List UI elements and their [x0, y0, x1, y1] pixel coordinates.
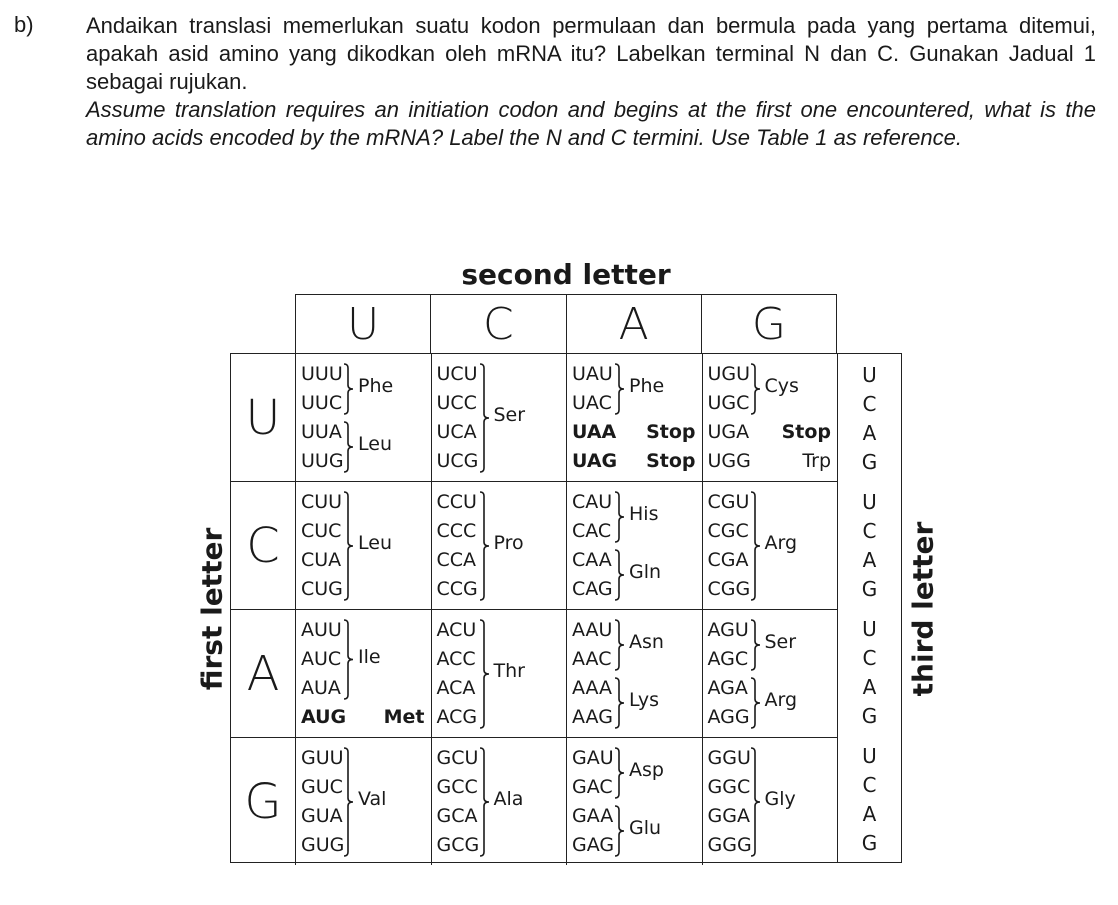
codon: UAU: [572, 363, 613, 385]
brace-icon: [343, 747, 355, 857]
codon: GCC: [436, 776, 478, 798]
codon: GAG: [572, 834, 615, 856]
codon: ACG: [436, 706, 478, 728]
codon: AGA: [707, 677, 748, 699]
amino-acid-label: Ala: [493, 788, 524, 810]
brace-icon: [614, 491, 626, 543]
question-english: Assume translation requires an initiation codon and begins at the first one encountered, what is the amino acids encoded by the mRNA? Label the N and C termini. Use Table 1 as reference.: [86, 97, 1096, 150]
codon: CAA: [572, 549, 612, 571]
amino-acid-label: Phe: [629, 375, 665, 397]
codon: UCG: [436, 450, 479, 472]
codon-block: [567, 482, 703, 609]
brace-icon: [614, 677, 626, 729]
brace-icon: [479, 363, 491, 473]
amino-acid-label: Phe: [358, 375, 394, 397]
third-letter-cell: C: [862, 392, 877, 416]
amino-acid-label: Stop: [646, 421, 696, 443]
amino-acid-label: Trp: [802, 450, 831, 472]
brace-icon: [479, 619, 491, 729]
codon: CGU: [707, 491, 750, 513]
codon: CGA: [707, 549, 749, 571]
codon-block: [432, 482, 568, 609]
codon: GGC: [707, 776, 751, 798]
third-letter-column: [838, 353, 902, 863]
brace-icon: [750, 619, 762, 671]
amino-acid-label: Thr: [493, 660, 525, 682]
amino-acid-label: Ser: [764, 631, 797, 653]
codon-block: [432, 610, 568, 737]
brace-icon: [750, 491, 762, 601]
codon-block: [296, 354, 432, 481]
codon: UUC: [301, 392, 343, 414]
third-letter-group: [838, 608, 901, 735]
codon-block: [567, 738, 703, 865]
question-malay: Andaikan translasi memerlukan suatu kodon permulaan dan bermula pada yang pertama ditemui, apakah asid amino yang dikodkan oleh mRNA itu? Labelkan terminal N dan C. Gunakan Jadual 1 sebagai rujukan.: [86, 13, 1096, 94]
codon: ACA: [436, 677, 476, 699]
amino-acid-label: Asp: [629, 759, 664, 781]
codon-block: [703, 482, 838, 609]
brace-icon: [750, 363, 762, 415]
codon: CCA: [436, 549, 477, 571]
codon: AGU: [707, 619, 749, 641]
codon: GGG: [707, 834, 752, 856]
amino-acid-label: Arg: [764, 532, 798, 554]
codon-block: [296, 482, 432, 609]
codon-block: [296, 610, 432, 737]
brace-icon: [343, 363, 355, 415]
brace-icon: [343, 491, 355, 601]
brace-icon: [479, 491, 491, 601]
codon: ACU: [436, 619, 477, 641]
codon: AUG: [301, 706, 347, 728]
codon: AAC: [572, 648, 612, 670]
brace-icon: [479, 747, 491, 857]
third-letter-cell: A: [862, 421, 877, 445]
amino-acid-label: Asn: [629, 631, 664, 653]
third-letter-cell: A: [862, 675, 877, 699]
codon: CAG: [572, 578, 613, 600]
codon: UCC: [436, 392, 477, 414]
second-letter-cell: C: [430, 295, 565, 353]
codon: AUU: [301, 619, 342, 641]
codon: UGG: [707, 450, 751, 472]
third-letter-cell: G: [861, 450, 878, 474]
codon-block: [703, 354, 838, 481]
codon: UUA: [301, 421, 342, 443]
codon-block: [567, 354, 703, 481]
second-letter-cell: G: [701, 295, 836, 353]
codon: CUU: [301, 491, 343, 513]
third-letter-cell: C: [862, 519, 877, 543]
brace-icon: [614, 747, 626, 799]
codon: AAG: [572, 706, 613, 728]
codon: GCA: [436, 805, 478, 827]
brace-icon: [750, 747, 762, 857]
codon: GUC: [301, 776, 343, 798]
codon: AUA: [301, 677, 341, 699]
brace-icon: [614, 363, 626, 415]
codon-block: [432, 354, 568, 481]
brace-icon: [614, 549, 626, 601]
codon: CUC: [301, 520, 342, 542]
codon: CCU: [436, 491, 477, 513]
third-letter-cell: C: [862, 773, 877, 797]
codon: AAU: [572, 619, 613, 641]
table-row: [231, 354, 837, 481]
codon: CAU: [572, 491, 613, 513]
third-letter-cell: G: [861, 704, 878, 728]
codon-block: [703, 738, 838, 865]
codon: AUC: [301, 648, 342, 670]
codon: GGU: [707, 747, 751, 769]
codon: GUU: [301, 747, 344, 769]
amino-acid-label: Met: [383, 706, 425, 728]
first-letter-title: first letter: [195, 527, 229, 691]
codon: GCG: [436, 834, 480, 856]
amino-acid-label: Pro: [493, 532, 524, 554]
codon-block: [432, 738, 568, 865]
codon-block: [296, 738, 432, 865]
third-letter-group: [838, 354, 901, 481]
third-letter-cell: A: [862, 802, 877, 826]
codon: GGA: [707, 805, 750, 827]
codon: UAG: [572, 450, 618, 472]
brace-icon: [614, 805, 626, 857]
second-letter-cell: U: [347, 298, 380, 350]
codon: GUG: [301, 834, 345, 856]
question-label: b): [14, 12, 34, 37]
codon: AGG: [707, 706, 750, 728]
table-row: [231, 609, 837, 737]
amino-acid-label: Gln: [629, 561, 662, 583]
codon-block: [703, 610, 838, 737]
amino-acid-label: Gly: [764, 788, 796, 810]
question-text: [86, 12, 1096, 152]
codon: GAU: [572, 747, 614, 769]
codon: CAC: [572, 520, 612, 542]
third-letter-cell: G: [861, 577, 878, 601]
first-letter-cell: G: [231, 738, 296, 865]
codon-grid: [230, 353, 838, 863]
codon: AAA: [572, 677, 613, 699]
third-letter-cell: U: [862, 617, 877, 641]
amino-acid-label: Leu: [358, 532, 392, 554]
amino-acid-label: Ile: [358, 645, 381, 668]
codon: GAA: [572, 805, 614, 827]
amino-acid-label: Arg: [764, 689, 798, 711]
codon: AGC: [707, 648, 749, 670]
third-letter-cell: A: [862, 548, 877, 572]
codon-block: [567, 610, 703, 737]
amino-acid-label: Lys: [629, 689, 659, 711]
table-row: [231, 737, 837, 865]
codon: CGG: [707, 578, 751, 600]
codon: CCC: [436, 520, 477, 542]
codon: UAA: [572, 421, 617, 443]
amino-acid-label: Stop: [781, 421, 831, 443]
codon: UUG: [301, 450, 344, 472]
codon: UCA: [436, 421, 477, 443]
codon: UUU: [301, 363, 343, 385]
third-letter-cell: G: [861, 831, 878, 855]
third-letter-cell: U: [862, 363, 877, 387]
codon: GAC: [572, 776, 613, 798]
amino-acid-label: Glu: [629, 817, 662, 839]
amino-acid-label: Stop: [646, 450, 696, 472]
amino-acid-label: Ser: [493, 404, 526, 426]
codon: GUA: [301, 805, 343, 827]
codon: CUA: [301, 549, 342, 571]
third-letter-group: [838, 481, 901, 608]
second-letter-header: [295, 294, 837, 354]
brace-icon: [343, 619, 355, 700]
third-letter-cell: U: [862, 744, 877, 768]
codon: CUG: [301, 578, 343, 600]
third-letter-title: third letter: [906, 521, 940, 697]
second-letter-title: second letter: [461, 258, 671, 291]
second-letter-cell: A: [566, 295, 701, 353]
codon: CGC: [707, 520, 749, 542]
third-letter-cell: U: [862, 490, 877, 514]
codon: GCU: [436, 747, 479, 769]
third-letter-group: [838, 735, 901, 862]
third-letter-cell: C: [862, 646, 877, 670]
codon: UGC: [707, 392, 750, 414]
codon: UGA: [707, 421, 750, 443]
codon: UAC: [572, 392, 612, 414]
table-row: [231, 481, 837, 609]
amino-acid-label: Cys: [764, 375, 799, 397]
amino-acid-label: Leu: [358, 433, 392, 455]
codon: UGU: [707, 363, 751, 385]
brace-icon: [343, 421, 355, 473]
codon: CCG: [436, 578, 478, 600]
first-letter-cell: A: [231, 610, 296, 737]
codon: UCU: [436, 363, 478, 385]
amino-acid-label: Val: [358, 788, 387, 810]
amino-acid-label: His: [629, 503, 659, 525]
brace-icon: [750, 677, 762, 729]
first-letter-cell: U: [231, 354, 296, 481]
brace-icon: [614, 619, 626, 671]
first-letter-cell: C: [231, 482, 296, 609]
codon: ACC: [436, 648, 476, 670]
